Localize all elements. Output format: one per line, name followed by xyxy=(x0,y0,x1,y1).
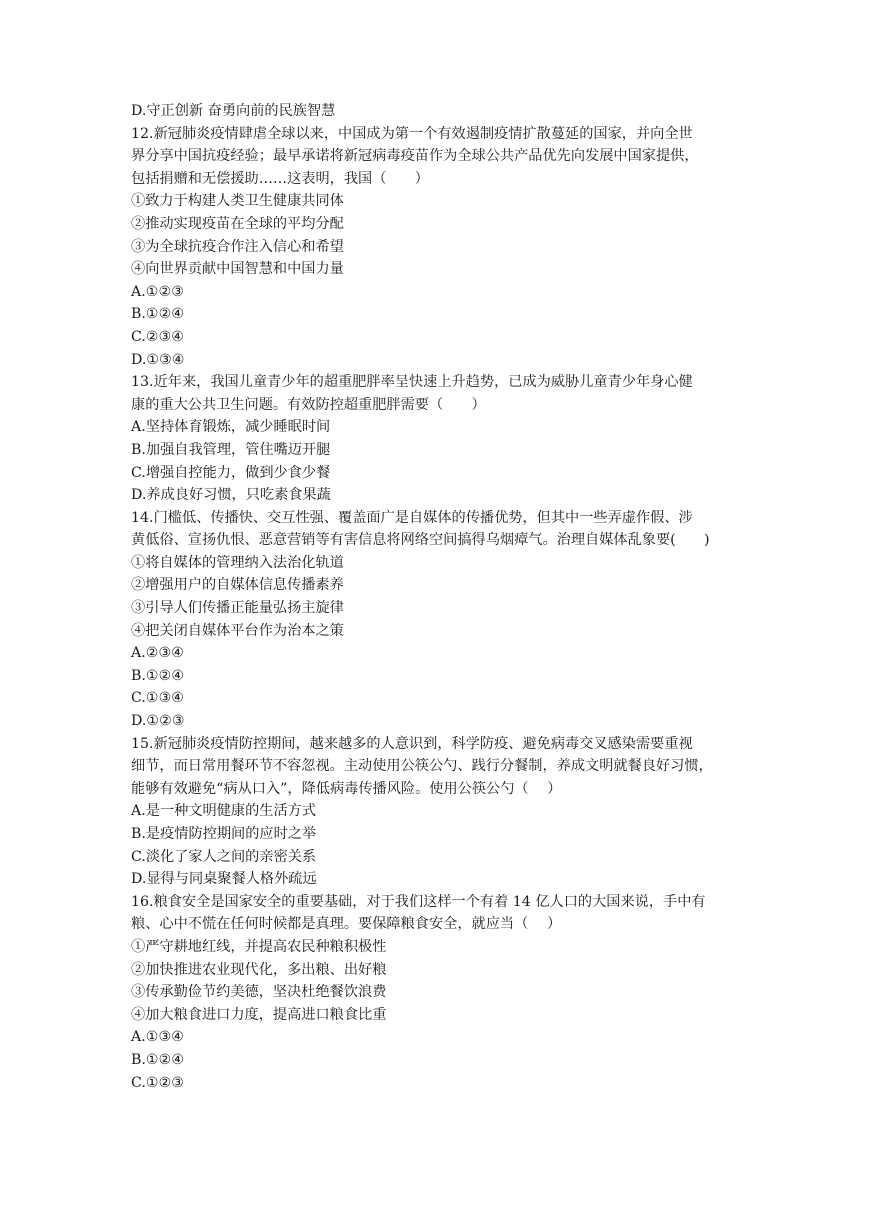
q13-option-b: B.加强自我管理，管住嘴迈开腿 xyxy=(131,441,331,458)
q16-stem xyxy=(131,891,741,936)
q14-statement-4: ④把关闭自媒体平台作为治本之策 xyxy=(131,622,344,639)
q12-option-d: D.①③④ xyxy=(131,351,185,368)
q15-option-a: A.是一种文明健康的生活方式 xyxy=(131,803,317,820)
question-14 xyxy=(131,507,741,733)
q14-option-d: D.①②③ xyxy=(131,713,185,730)
q14-stem-line: 14.门槛低、传播快、交互性强、覆盖面广是自媒体的传播优势，但其中一些弄虚作假、涉 xyxy=(131,509,693,526)
q15-stem xyxy=(131,733,741,801)
q14-statement-3: ③引导人们传播正能量弘扬主旋律 xyxy=(131,600,344,617)
q16-option-c: C.①②③ xyxy=(131,1074,185,1091)
q16-stem-line: 16.粮食安全是国家安全的重要基础，对于我们这样一个有着 14 亿人口的大国来说，手中有 xyxy=(131,893,706,910)
q13-stem-line: 康的重大公共卫生问题。有效防控超重肥胖需要（ ） xyxy=(131,396,486,413)
q16-stem-line: 粮、心中不慌在任何时候都是真理。要保障粮食安全，就应当（ ） xyxy=(131,916,562,933)
q16-option-a: A.①③④ xyxy=(131,1029,184,1046)
q12-stem-line: 包括捐赠和无偿援助……这表明，我国（ ） xyxy=(131,170,429,187)
q13-option-a: A.坚持体育锻炼，减少睡眠时间 xyxy=(131,419,331,436)
q12-stem-line: 界分享中国抗疫经验；最早承诺将新冠病毒疫苗作为全球公共产品优先向发展中国家提供， xyxy=(131,148,699,165)
q14-stem xyxy=(131,507,741,552)
q14-option-b: B.①②④ xyxy=(131,667,185,684)
q15-option-d: D.显得与同桌聚餐人格外疏远 xyxy=(131,871,317,888)
q16-option-b: B.①②④ xyxy=(131,1051,185,1068)
q16-statement-3: ③传承勤俭节约美德，坚决杜绝餐饮浪费 xyxy=(131,984,387,1001)
q14-stem-line: 黄低俗、宣扬仇恨、恶意营销等有害信息将网络空间搞得乌烟瘴气。治理自媒体乱象要( ) xyxy=(131,532,710,549)
q15-option-c: C.淡化了家人之间的亲密关系 xyxy=(131,848,317,865)
q13-option-d: D.养成良好习惯，只吃素食果蔬 xyxy=(131,487,331,504)
q12-stem-line: 12.新冠肺炎疫情肆虐全球以来，中国成为第一个有效遏制疫情扩散蔓延的国家，并向全世 xyxy=(131,125,693,142)
question-16 xyxy=(131,891,741,1094)
q12-option-b: B.①②④ xyxy=(131,306,185,323)
q12-statement-3: ③为全球抗疫合作注入信心和希望 xyxy=(131,238,344,255)
q15-stem-line: 细节，而日常用餐环节不容忽视。主动使用公筷公勺、践行分餐制，养成文明就餐良好习惯， xyxy=(131,758,713,775)
q12-option-a: A.①②③ xyxy=(131,283,184,300)
q13-stem xyxy=(131,371,741,416)
question-12 xyxy=(131,123,741,372)
q13-stem-line: 13.近年来，我国儿童青少年的超重肥胖率呈快速上升趋势，已成为威胁儿童青少年身心健 xyxy=(131,374,693,391)
q14-option-a: A.②③④ xyxy=(131,645,184,662)
q16-statement-2: ②加快推进农业现代化，多出粮、出好粮 xyxy=(131,961,387,978)
q12-option-c: C.②③④ xyxy=(131,328,185,345)
q12-stem xyxy=(131,123,741,191)
exam-page xyxy=(131,100,741,1094)
q14-option-c: C.①③④ xyxy=(131,690,185,707)
question-13 xyxy=(131,371,741,507)
q12-statement-1: ①致力于构建人类卫生健康共同体 xyxy=(131,193,344,210)
q12-statement-4: ④向世界贡献中国智慧和中国力量 xyxy=(131,261,344,278)
q15-option-b: B.是疫情防控期间的应时之举 xyxy=(131,826,317,842)
q14-statement-1: ①将自媒体的管理纳入法治化轨道 xyxy=(131,554,344,571)
q15-stem-line: 能够有效避免“病从口入”，降低病毒传播风险。使用公筷公勺（ ） xyxy=(131,780,562,797)
q16-statement-1: ①严守耕地红线，并提高农民种粮积极性 xyxy=(131,938,387,955)
q11-option-d: D.守正创新 奋勇向前的民族智慧 xyxy=(131,103,336,119)
q12-statement-2: ②推动实现疫苗在全球的平均分配 xyxy=(131,215,344,232)
q13-option-c: C.增强自控能力，做到少食少餐 xyxy=(131,464,331,481)
q15-stem-line: 15.新冠肺炎疫情防控期间，越来越多的人意识到，科学防疫、避免病毒交叉感染需要重视 xyxy=(131,735,693,752)
q14-statement-2: ②增强用户的自媒体信息传播素养 xyxy=(131,577,344,594)
question-15 xyxy=(131,733,741,891)
q16-statement-4: ④加大粮食进口力度，提高进口粮食比重 xyxy=(131,1006,387,1023)
